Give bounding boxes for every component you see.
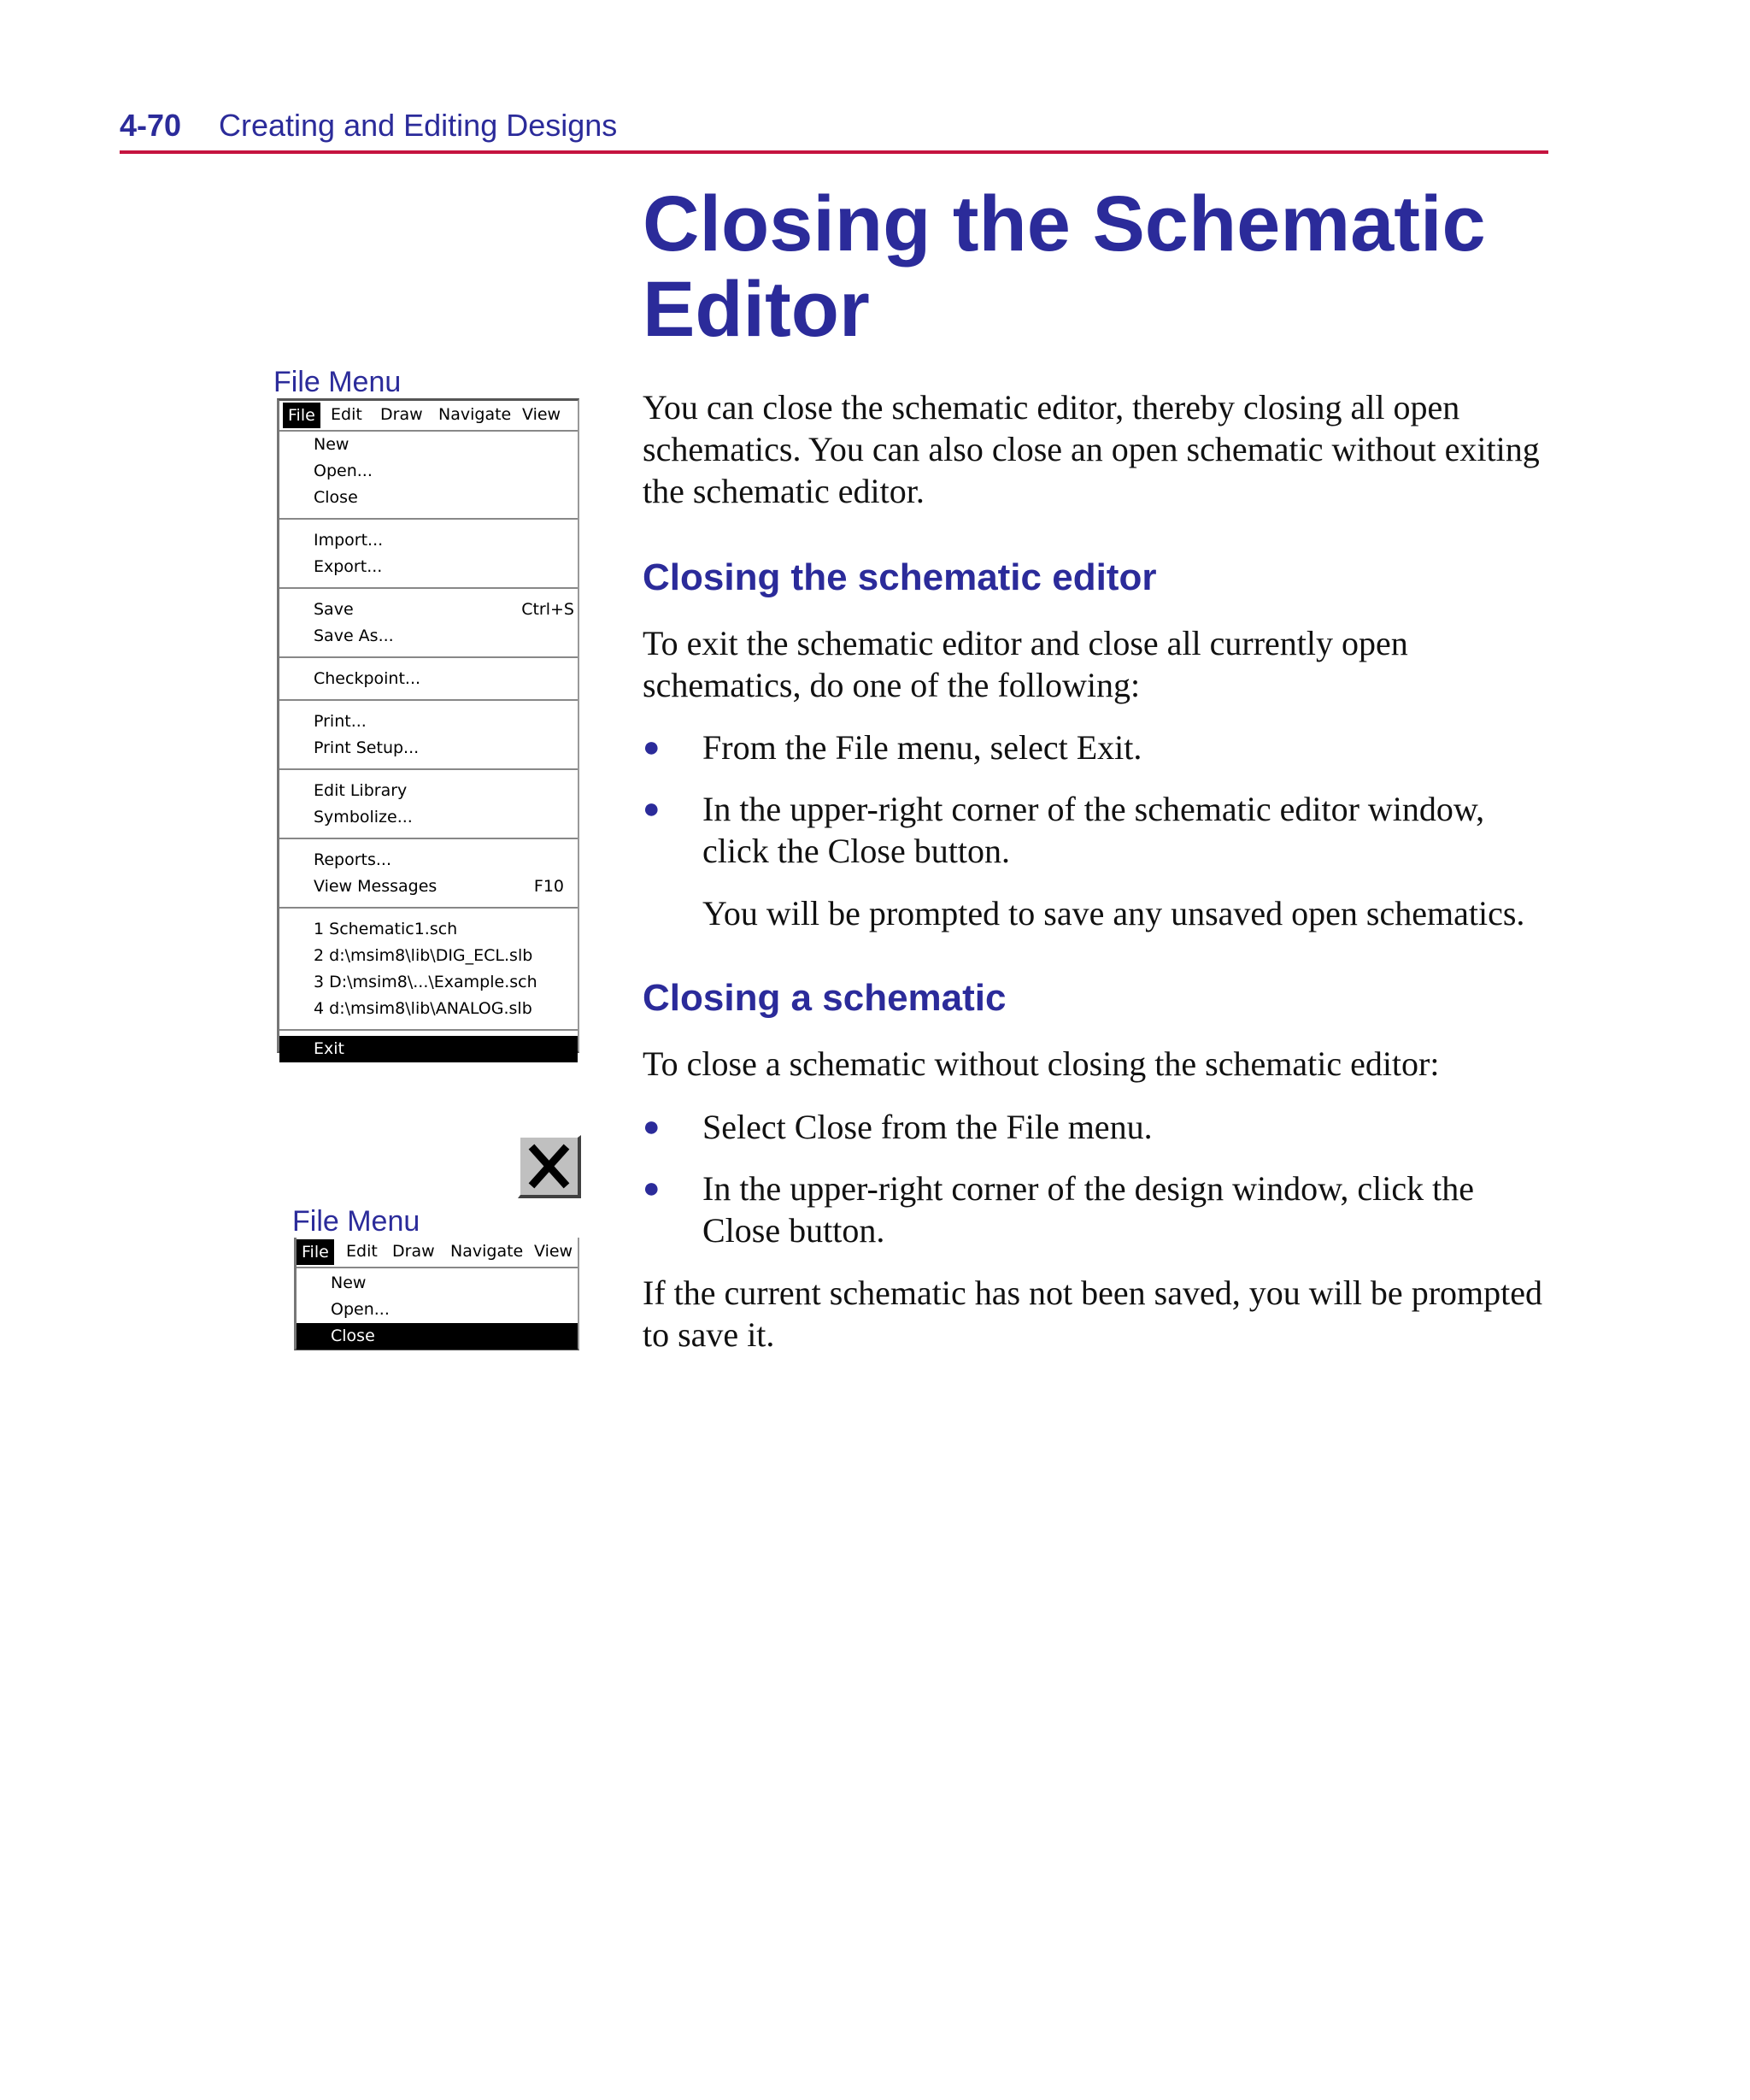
close-button[interactable] (518, 1135, 581, 1198)
menu-item-exit[interactable]: Exit (279, 1036, 578, 1062)
menu-item-recent-file[interactable]: 4 d:\msim8\lib\ANALOG.slb (314, 999, 532, 1018)
figure1-caption: File Menu (273, 366, 402, 398)
menu-separator (279, 907, 578, 909)
menu-draw[interactable]: Draw (380, 405, 423, 424)
menu-separator (279, 1029, 578, 1031)
section-title: Creating and Editing Designs (219, 108, 618, 143)
figure2-caption: File Menu (292, 1205, 420, 1238)
menu-item-import[interactable]: Import... (314, 531, 384, 550)
menu-file[interactable]: File (283, 403, 320, 428)
bullet-icon: ● (643, 793, 661, 825)
bullet-icon: ● (643, 1173, 661, 1204)
section-heading-close-schematic: Closing a schematic (643, 977, 1007, 1019)
menu-bar (279, 401, 578, 430)
menu-item-close[interactable]: Close (297, 1323, 578, 1350)
shortcut-label: F10 (533, 877, 564, 896)
menu-navigate[interactable]: Navigate (450, 1242, 524, 1261)
menu-separator (279, 656, 578, 658)
page-title: Closing the Schematic Editor (643, 180, 1486, 353)
file-menu-full (277, 398, 579, 1058)
menu-separator (279, 699, 578, 701)
file-menu-partial (294, 1238, 579, 1350)
menu-edit[interactable]: Edit (346, 1242, 378, 1261)
menu-draw[interactable]: Draw (392, 1242, 435, 1261)
shortcut-label: Ctrl+S (521, 600, 574, 619)
intro-paragraph: You can close the schematic editor, thereby closing all open schematics. You can also close an open schematic without exiting the schematic editor. (643, 388, 1540, 510)
section-heading-exit-editor: Closing the schematic editor (643, 556, 1157, 598)
menu-separator (279, 587, 578, 589)
menu-view[interactable]: View (534, 1242, 573, 1261)
menu-bar (297, 1238, 578, 1267)
menu-item-checkpoint[interactable]: Checkpoint... (314, 669, 421, 688)
menu-item-print[interactable]: Print... (314, 712, 367, 731)
menu-item-export[interactable]: Export... (314, 557, 383, 576)
section1-lead: To exit the schematic editor and close all currently open schematics, do one of the following: (643, 624, 1408, 704)
menu-item-recent-file[interactable]: 2 d:\msim8\lib\DIG_ECL.slb (314, 946, 533, 965)
menu-item-save[interactable]: Save Ctrl+S (279, 597, 578, 623)
menu-item-print-setup[interactable]: Print Setup... (314, 738, 420, 757)
section2-closing: If the current schematic has not been saved, you will be prompted to save it. (643, 1274, 1542, 1354)
menu-separator (279, 768, 578, 770)
page-number: 4-70 (120, 108, 182, 143)
menu-item-open[interactable]: Open... (314, 462, 373, 480)
menu-edit[interactable]: Edit (331, 405, 362, 424)
close-x-icon (520, 1138, 578, 1195)
section2-lead: To close a schematic without closing the schematic editor: (643, 1044, 1440, 1083)
menu-item-symbolize[interactable]: Symbolize... (314, 808, 413, 826)
menu-item-close[interactable]: Close (314, 488, 358, 507)
menu-navigate[interactable]: Navigate (438, 405, 512, 424)
menu-item-view-messages[interactable]: View Messages F10 (279, 874, 578, 900)
running-header (120, 104, 1548, 154)
menu-separator (279, 518, 578, 520)
menu-item-recent-file[interactable]: 3 D:\msim8\...\Example.sch (314, 973, 537, 991)
menu-item-new[interactable]: New (314, 435, 349, 454)
menu-item-new[interactable]: New (331, 1274, 367, 1292)
menu-item-open[interactable]: Open... (331, 1300, 390, 1319)
menu-separator (279, 838, 578, 839)
menu-item-save-as[interactable]: Save As... (314, 626, 394, 645)
section1-note: You will be prompted to save any unsaved open schematics. (702, 894, 1525, 932)
bullet-icon: ● (643, 1111, 661, 1143)
menu-file[interactable]: File (297, 1239, 334, 1265)
file-menu-items (297, 1267, 578, 1350)
menu-item-reports[interactable]: Reports... (314, 850, 392, 869)
menu-view[interactable]: View (522, 405, 561, 424)
menu-item-edit-library[interactable]: Edit Library (314, 781, 408, 800)
menu-item-recent-file[interactable]: 1 Schematic1.sch (314, 920, 458, 938)
bullet-icon: ● (643, 732, 661, 763)
file-menu-items (279, 430, 578, 1062)
